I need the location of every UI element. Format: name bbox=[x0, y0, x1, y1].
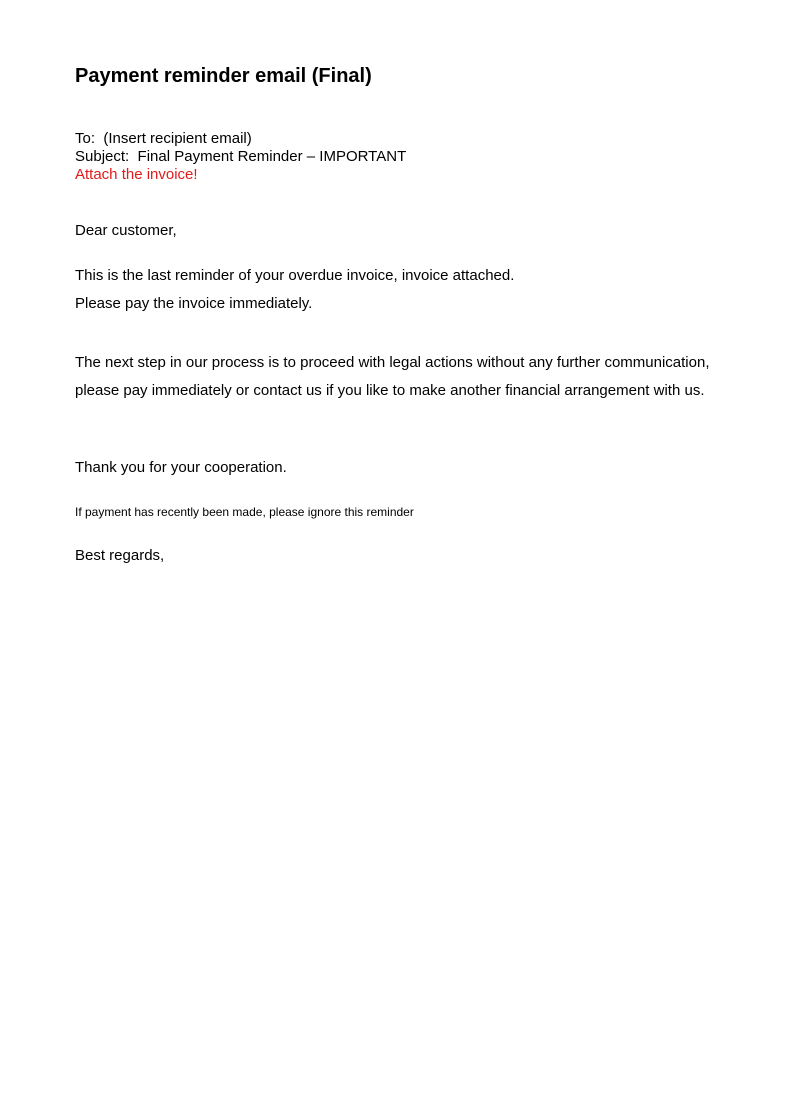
greeting: Dear customer, bbox=[75, 222, 177, 239]
closing-line: Best regards, bbox=[75, 547, 165, 564]
thanks-line: Thank you for your cooperation. bbox=[75, 459, 287, 476]
document-title: Payment reminder email (Final) bbox=[75, 65, 372, 87]
to-label: To: bbox=[75, 130, 96, 147]
subject-line bbox=[75, 148, 406, 166]
paragraph1-line2: Please pay the invoice immediately. bbox=[75, 295, 313, 312]
attach-invoice-note: Attach the invoice! bbox=[75, 166, 198, 183]
subject-value: Final Payment Reminder – IMPORTANT bbox=[137, 148, 407, 165]
paragraph1-line1: This is the last reminder of your overdue invoice, invoice attached. bbox=[75, 267, 515, 284]
subject-label: Subject: bbox=[75, 148, 130, 165]
paragraph2-legal-notice: The next step in our process is to proceed with legal actions without any further communication, please pay immediately or contact us if you like to make another financial arrangement with us. bbox=[75, 354, 710, 399]
to-line bbox=[75, 130, 252, 148]
payment-made-note: If payment has recently been made, please ignore this reminder bbox=[75, 505, 414, 519]
to-value: (Insert recipient email) bbox=[103, 130, 252, 147]
